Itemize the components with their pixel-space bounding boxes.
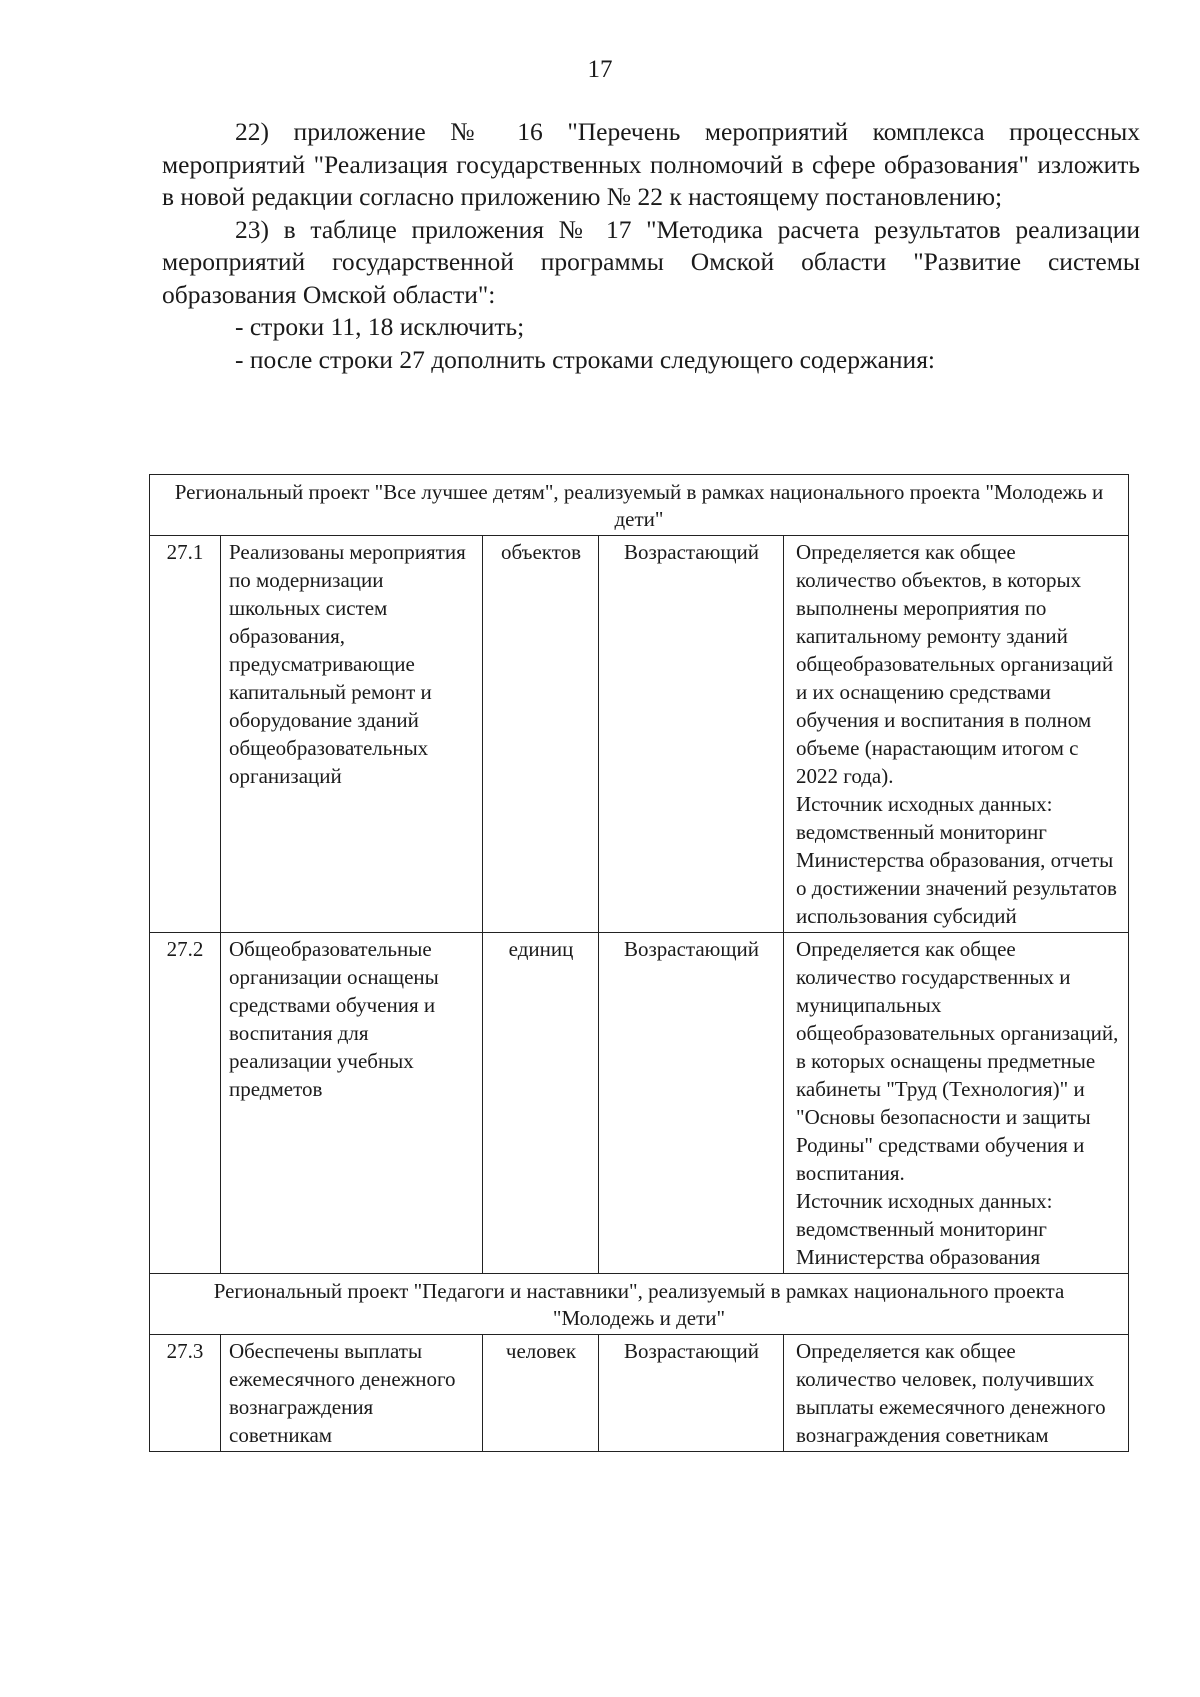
result-name: Обеспечены выплаты ежемесячного денежного вознаграждения советникам <box>221 1335 483 1452</box>
table-row <box>150 536 1129 933</box>
paragraph-23: 23) в таблице приложения № 17 "Методика расчета результатов реализации мероприятий государственной программы Омской области "Развитие системы образования Омской области": <box>162 214 1140 309</box>
unit-of-measure: единиц <box>483 933 599 1274</box>
dynamics-type: Возрастающий <box>599 536 784 933</box>
result-name: Общеобразовательные организации оснащены средствами обучения и воспитания для реализации учебных предметов <box>221 933 483 1274</box>
paragraph-22: 22) приложение № 16 "Перечень мероприятий комплекса процессных мероприятий "Реализация государственных полномочий в сфере образования" изложить в новой редакции согласно приложению № 22 к настоящему постановлению; <box>162 117 1140 211</box>
data-source: Источник исходных данных: ведомственный мониторинг Министерства образования <box>796 1189 1053 1269</box>
table-row <box>150 933 1129 1274</box>
intro-text <box>162 116 1140 376</box>
section-header-teachers-and-mentors: Региональный проект "Педагоги и наставники", реализуемый в рамках национального проекта "Молодежь и дети" <box>150 1274 1129 1335</box>
page-number: 17 <box>587 56 613 83</box>
dynamics-type: Возрастающий <box>599 933 784 1274</box>
method-text: Определяется как общее количество человек, получивших выплаты ежемесячного денежного вознаграждения советникам <box>796 1339 1106 1447</box>
calculation-method <box>784 933 1129 1274</box>
method-text: Определяется как общее количество государственных и муниципальных общеобразовательных организаций, в которых оснащены предметные кабинеты "Труд (Технология)" и "Основы безопасности и защиты Родины" средствами обучения и воспитания. <box>796 937 1119 1185</box>
table-row <box>150 1335 1129 1452</box>
table-section-row <box>150 1274 1129 1335</box>
calculation-method <box>784 536 1129 933</box>
row-number: 27.3 <box>150 1335 221 1452</box>
list-item-exclude-rows: - строки 11, 18 исключить; <box>235 312 525 341</box>
dynamics-type: Возрастающий <box>599 1335 784 1452</box>
method-text: Определяется как общее количество объектов, в которых выполнены мероприятия по капитальному ремонту зданий общеобразовательных организаций и их оснащению средствами обучения и воспитания в полном объеме (нарастающим итогом с 2022 года). <box>796 540 1114 788</box>
section-header-best-for-children: Региональный проект "Все лучшее детям", реализуемый в рамках национального проекта "Молодежь и дети" <box>150 475 1129 536</box>
list-item-add-rows: - после строки 27 дополнить строками следующего содержания: <box>235 344 936 374</box>
table-section-row <box>150 475 1129 536</box>
unit-of-measure: объектов <box>483 536 599 933</box>
data-source: Источник исходных данных: ведомственный мониторинг Министерства образования, отчеты о достижении значений результатов использования субсидий <box>796 792 1117 928</box>
unit-of-measure: человек <box>483 1335 599 1452</box>
results-methodology-table <box>149 474 1129 1452</box>
row-number: 27.2 <box>150 933 221 1274</box>
result-name: Реализованы мероприятия по модернизации школьных систем образования, предусматривающие капитальный ремонт и оборудование зданий общеобразовательных организаций <box>221 536 483 933</box>
row-number: 27.1 <box>150 536 221 933</box>
calculation-method <box>784 1335 1129 1452</box>
